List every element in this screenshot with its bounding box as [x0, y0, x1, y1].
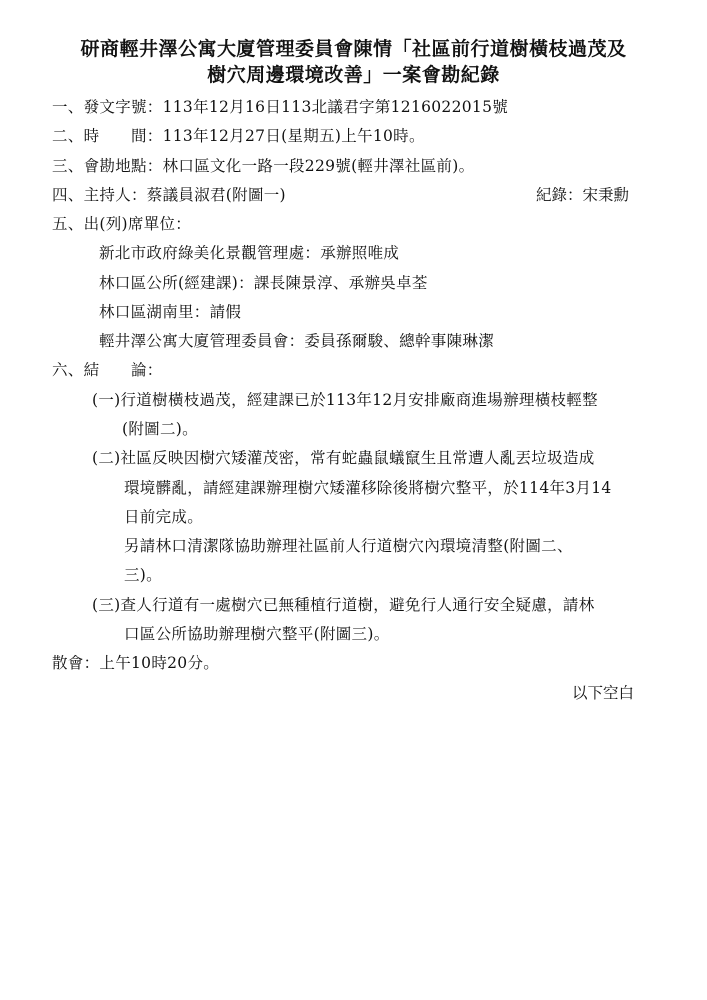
item-time: 二、時 間：113年12月27日(星期五)上午10時。 — [52, 127, 425, 145]
attendee-item: 輕井澤公寓大廈管理委員會：委員孫爾駿、總幹事陳琳潔 — [99, 332, 495, 350]
attendee-item: 林口區湖南里：請假 — [99, 303, 242, 321]
document-title-line-1: 研商輕井澤公寓大廈管理委員會陳情「社區前行道樹橫枝過茂及 — [80, 38, 627, 60]
end-note: 以下空白 — [572, 684, 635, 702]
conclusion-1-line-1: (一)行道樹橫枝過茂，經建課已於113年12月安排廠商進場辦理橫枝輕整 — [92, 391, 598, 409]
item-conclusion-heading: 六、結 論： — [52, 361, 163, 379]
adjourn-line: 散會：上午10時20分。 — [52, 654, 220, 672]
item-doc-number: 一、發文字號：113年12月16日113北議君字第1216022015號 — [52, 98, 509, 116]
conclusion-2-line-2: 環境髒亂，請經建課辦理樹穴矮灌移除後將樹穴整平，於114年3月14 — [124, 479, 612, 497]
attendee-item: 新北市政府綠美化景觀管理處：承辦照唯成 — [99, 244, 400, 262]
item-attendees-heading: 五、出(列)席單位： — [52, 215, 192, 233]
conclusion-2-line-4: 另請林口清潔隊協助辦理社區前人行道樹穴內環境清整(附圖二、 — [124, 537, 573, 555]
conclusion-2-line-5: 三)。 — [124, 566, 162, 584]
conclusion-2-line-3: 日前完成。 — [124, 508, 204, 526]
conclusion-3-line-1: (三)查人行道有一處樹穴已無種植行道樹，避免行人通行安全疑慮，請林 — [92, 596, 595, 614]
item-host: 四、主持人：蔡議員淑君(附圖一) — [52, 186, 286, 204]
attendee-item: 林口區公所(經建課)：課長陳景淳、承辦吳卓荃 — [99, 274, 428, 292]
item-recorder: 紀錄：宋秉勳 — [536, 186, 630, 204]
conclusion-3-line-2: 口區公所協助辦理樹穴整平(附圖三)。 — [124, 625, 390, 643]
conclusion-1-line-2: (附圖二)。 — [122, 420, 198, 438]
conclusion-2-line-1: (二)社區反映因樹穴矮灌茂密，常有蛇蟲鼠蟻竄生且常遭人亂丟垃圾造成 — [92, 449, 595, 467]
document-title-line-2: 樹穴周邊環境改善」一案會勘紀錄 — [207, 64, 500, 86]
item-place: 三、會勘地點：林口區文化一路一段229號(輕井澤社區前)。 — [52, 157, 475, 175]
